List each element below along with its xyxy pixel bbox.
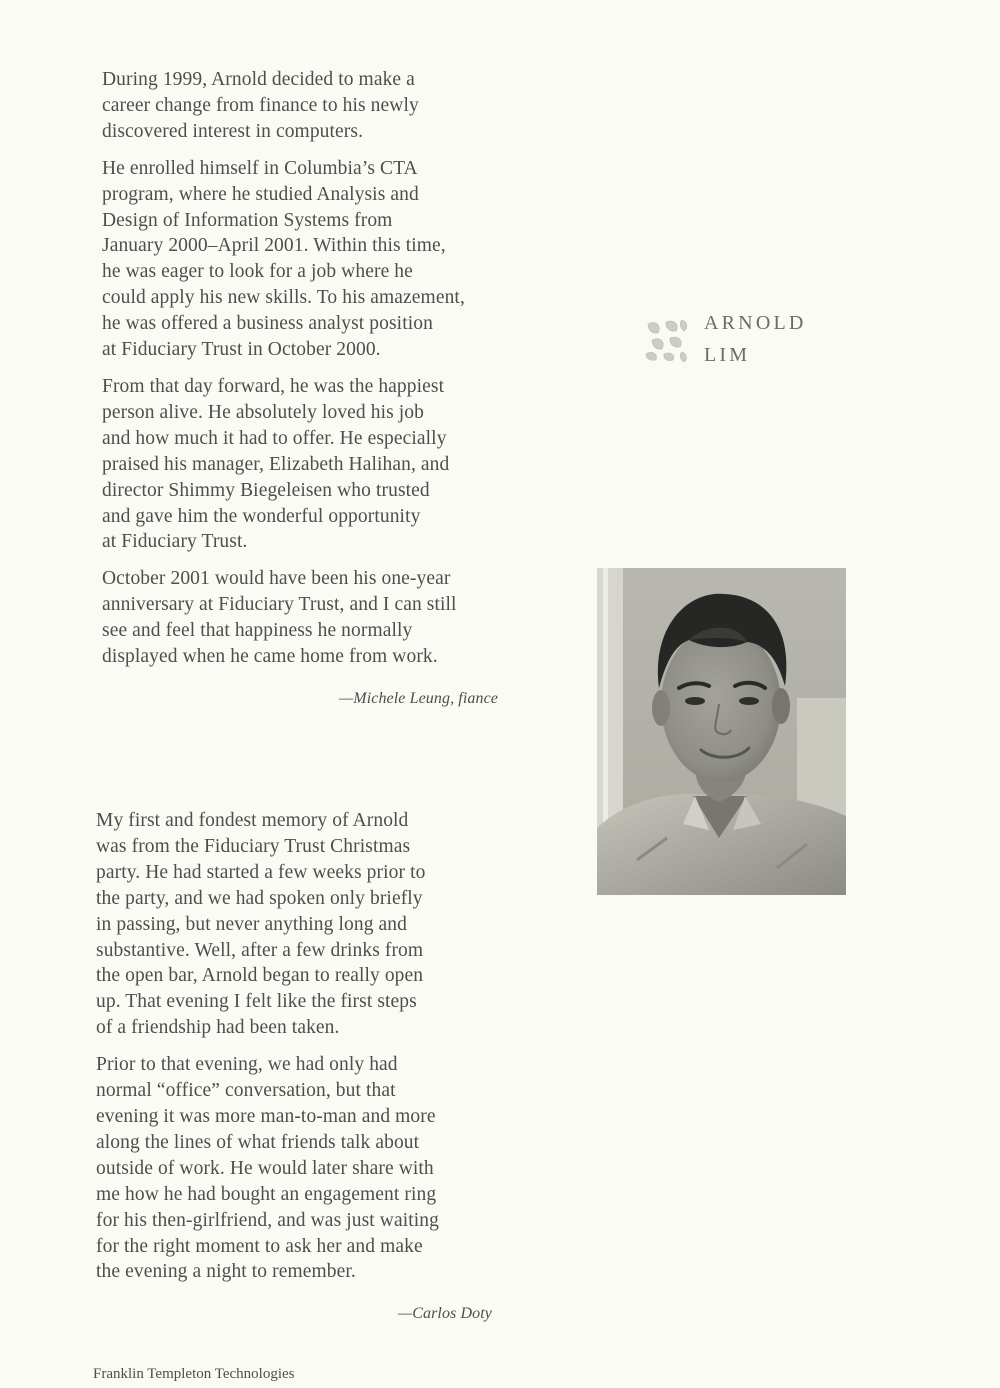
text-line: career change from finance to his newly	[102, 94, 419, 116]
portrait-photo	[597, 568, 846, 895]
text-line: program, where he studied Analysis and	[102, 183, 419, 205]
text-line: and how much it had to offer. He especially	[102, 427, 447, 449]
paragraph	[96, 808, 496, 1041]
text-line: outside of work. He would later share with	[96, 1157, 434, 1179]
text-line: party. He had started a few weeks prior to	[96, 861, 426, 883]
tribute-column-michele	[102, 67, 502, 712]
text-line: He enrolled himself in Columbia’s CTA	[102, 157, 418, 179]
text-line: person alive. He absolutely loved his job	[102, 401, 424, 423]
text-line: the evening a night to remember.	[96, 1261, 356, 1283]
text-line: could apply his new skills. To his amazement,	[102, 287, 465, 309]
text-line: see and feel that happiness he normally	[102, 620, 413, 642]
text-line: he was eager to look for a job where he	[102, 261, 413, 283]
leaf-ornament-icon	[642, 316, 690, 364]
text-line: in passing, but never anything long and	[96, 913, 407, 935]
text-line: praised his manager, Elizabeth Halihan, and	[102, 453, 450, 475]
attribution-michele: —Michele Leung, fiance	[338, 689, 498, 707]
paragraph	[102, 67, 502, 145]
text-line: October 2001 would have been his one-year	[102, 568, 451, 590]
text-line: director Shimmy Biegeleisen who trusted	[102, 479, 430, 501]
name-last: LIM	[704, 344, 751, 366]
footer-company: Franklin Templeton Technologies	[93, 1366, 295, 1382]
text-line: normal “office” conversation, but that	[96, 1080, 396, 1102]
text-line: displayed when he came home from work.	[102, 646, 438, 668]
paragraph	[102, 566, 502, 670]
text-line: up. That evening I felt like the first steps	[96, 991, 417, 1013]
paragraph	[96, 1052, 496, 1285]
text-line: evening it was more man-to-man and more	[96, 1105, 436, 1127]
text-line: From that day forward, he was the happiest	[102, 375, 445, 397]
text-line: the party, and we had spoken only briefly	[96, 887, 423, 909]
text-line: for his then-girlfriend, and was just waiting	[96, 1209, 439, 1231]
paragraph	[102, 374, 502, 555]
text-line: substantive. Well, after a few drinks from	[96, 939, 424, 961]
text-line: he was offered a business analyst position	[102, 313, 433, 335]
text-line: the open bar, Arnold began to really open	[96, 965, 424, 987]
text-line: was from the Fiduciary Trust Christmas	[96, 835, 411, 857]
text-line: My first and fondest memory of Arnold	[96, 810, 409, 831]
text-line: anniversary at Fiduciary Trust, and I can still	[102, 594, 457, 616]
text-line: of a friendship had been taken.	[96, 1017, 340, 1039]
attribution-carlos: —Carlos Doty	[397, 1305, 492, 1323]
text-line: along the lines of what friends talk about	[96, 1131, 420, 1153]
text-line: January 2000–April 2001. Within this time,	[102, 235, 446, 257]
text-line: at Fiduciary Trust.	[102, 531, 248, 553]
text-line: me how he had bought an engagement ring	[96, 1183, 437, 1205]
text-line: at Fiduciary Trust in October 2000.	[102, 339, 381, 361]
text-line: Design of Information Systems from	[102, 209, 393, 231]
text-line: During 1999, Arnold decided to make a	[102, 69, 415, 90]
text-line: for the right moment to ask her and make	[96, 1235, 423, 1257]
text-line: Prior to that evening, we had only had	[96, 1054, 398, 1076]
paragraph	[102, 156, 502, 363]
tribute-column-carlos	[96, 808, 496, 1327]
text-line: and gave him the wonderful opportunity	[102, 505, 421, 527]
name-first: ARNOLD	[704, 312, 807, 334]
text-line: discovered interest in computers.	[102, 120, 364, 142]
